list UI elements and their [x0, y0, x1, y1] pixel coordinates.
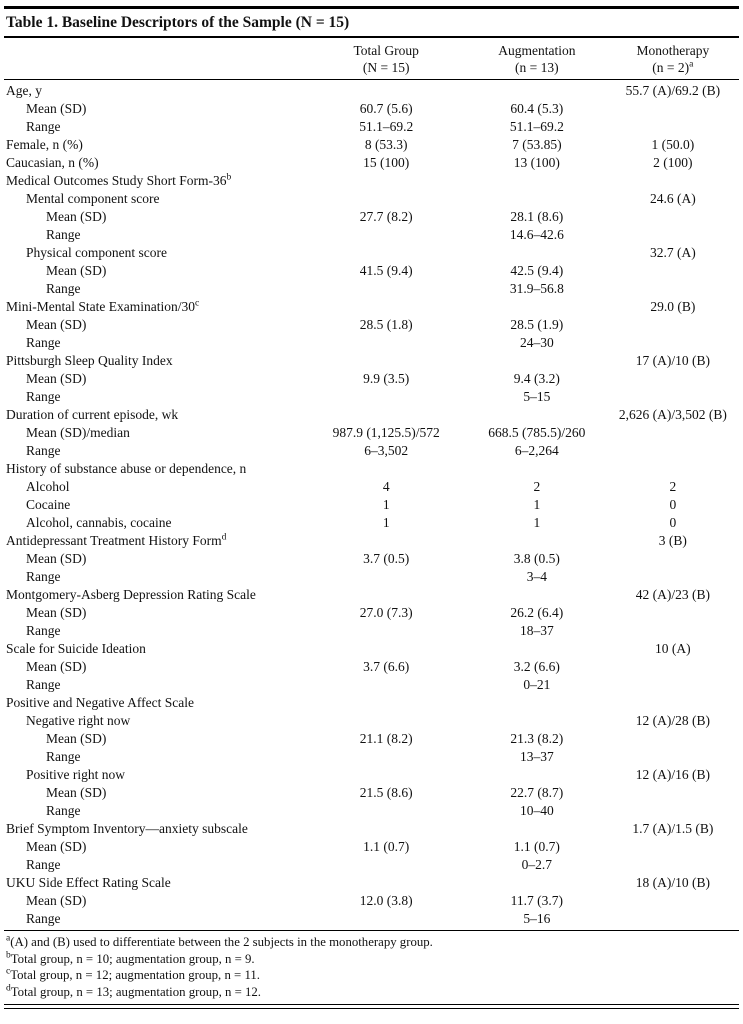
- row-value: 21.1 (8.2): [359, 731, 413, 746]
- row-value: 27.0 (7.3): [359, 605, 413, 620]
- row-value: [607, 676, 739, 694]
- row-value: 3.7 (6.6): [363, 659, 410, 674]
- row-label: Female, n (%): [6, 137, 83, 152]
- row-value: [467, 640, 607, 658]
- row-value: [305, 694, 467, 712]
- row-label: Mean (SD): [26, 659, 87, 674]
- table-row: [4, 244, 739, 262]
- row-value: 1: [533, 497, 541, 512]
- table-row: [4, 424, 739, 442]
- col-header-line1: Total Group: [353, 43, 419, 58]
- row-value: [305, 244, 467, 262]
- row-value: 1.1 (0.7): [513, 839, 560, 854]
- row-value: [305, 766, 467, 784]
- row-value: [467, 298, 607, 316]
- row-label: Brief Symptom Inventory—anxiety subscale: [6, 821, 248, 836]
- table-row: [4, 514, 739, 532]
- row-value: 26.2 (6.4): [510, 605, 564, 620]
- table-row: [4, 784, 739, 802]
- row-label: Range: [26, 911, 61, 926]
- row-value: [607, 316, 739, 334]
- table-header: [4, 38, 739, 80]
- row-value: [467, 190, 607, 208]
- col-header-line2: (N = 15): [362, 60, 410, 75]
- row-value: [467, 712, 607, 730]
- row-label: History of substance abuse or dependence, n: [6, 461, 247, 476]
- table-row: [4, 748, 739, 766]
- row-value: [305, 802, 467, 820]
- row-label: Alcohol, cannabis, cocaine: [26, 515, 172, 530]
- row-value: [305, 460, 467, 478]
- col-header-line2: (n = 2)$^a$: [652, 59, 694, 75]
- row-label: Mean (SD): [26, 371, 87, 386]
- row-label: Range: [26, 677, 61, 692]
- table-row: [4, 496, 739, 514]
- row-value: [467, 352, 607, 370]
- col-header-line1: Augmentation: [498, 43, 576, 58]
- row-value: [607, 334, 739, 352]
- row-value: 32.7 (A): [649, 245, 696, 260]
- row-value: 28.5 (1.9): [510, 317, 564, 332]
- row-value: [305, 334, 467, 352]
- row-value: 10 (A): [655, 641, 691, 656]
- row-value: 0: [669, 515, 677, 530]
- table-row: [4, 820, 739, 838]
- row-value: 2 (100): [653, 155, 693, 170]
- table-row: [4, 622, 739, 640]
- row-label: Mini-Mental State Examination/30$^c$: [6, 298, 200, 314]
- row-label: Physical component score: [26, 245, 167, 260]
- row-label: Cocaine: [26, 497, 71, 512]
- row-value: [607, 226, 739, 244]
- row-label: UKU Side Effect Rating Scale: [6, 875, 171, 890]
- row-value: 21.3 (8.2): [510, 731, 564, 746]
- row-value: 11.7 (3.7): [510, 893, 564, 908]
- row-value: [305, 226, 467, 244]
- row-value: [607, 748, 739, 766]
- row-label: Mean (SD): [26, 839, 87, 854]
- table-row: [4, 442, 739, 460]
- row-label: Positive and Negative Affect Scale: [6, 695, 194, 710]
- row-value: [607, 424, 739, 442]
- row-value: [305, 586, 467, 604]
- row-value: 3–4: [526, 569, 547, 584]
- row-label: Pittsburgh Sleep Quality Index: [6, 353, 173, 368]
- row-value: [305, 80, 467, 101]
- row-label: Mean (SD): [46, 263, 107, 278]
- row-value: [607, 388, 739, 406]
- row-label: Mean (SD): [46, 785, 107, 800]
- row-value: 12 (A)/28 (B): [635, 713, 710, 728]
- row-value: 17 (A)/10 (B): [635, 353, 710, 368]
- row-value: 18–37: [519, 623, 554, 638]
- table-row: [4, 136, 739, 154]
- row-value: 0: [669, 497, 677, 512]
- table-row: [4, 352, 739, 370]
- row-label: Medical Outcomes Study Short Form-36$^b$: [6, 172, 232, 188]
- row-value: 24–30: [519, 335, 554, 350]
- row-value: [607, 100, 739, 118]
- baseline-descriptors-table: [4, 38, 739, 928]
- row-label: Range: [26, 119, 61, 134]
- footnote-marker: c: [194, 298, 200, 309]
- row-label: Mean (SD): [26, 317, 87, 332]
- table-row: [4, 892, 739, 910]
- row-value: 60.7 (5.6): [359, 101, 413, 116]
- table-row: [4, 640, 739, 658]
- row-value: [467, 532, 607, 550]
- row-value: 3 (B): [658, 533, 687, 548]
- row-label: Range: [26, 857, 61, 872]
- row-label: Range: [26, 569, 61, 584]
- footnote: $^b$Total group, n = 10; augmentation group, n = 9.: [6, 950, 255, 966]
- row-value: 1: [382, 497, 390, 512]
- row-value: 13 (100): [513, 155, 560, 170]
- row-value: 27.7 (8.2): [359, 209, 413, 224]
- row-label: Mean (SD): [26, 551, 87, 566]
- row-label: Mean (SD): [46, 731, 107, 746]
- row-label: Range: [26, 335, 61, 350]
- row-label: Montgomery-Asberg Depression Rating Scale: [6, 587, 256, 602]
- row-value: [467, 820, 607, 838]
- table-title: Table 1. Baseline Descriptors of the Sample (N = 15): [4, 9, 739, 38]
- footnote: $^c$Total group, n = 12; augmentation group, n = 11.: [6, 966, 260, 982]
- table-row: [4, 532, 739, 550]
- row-value: 2: [533, 479, 541, 494]
- row-value: [607, 622, 739, 640]
- table-row: [4, 604, 739, 622]
- row-value: [305, 568, 467, 586]
- row-value: 42 (A)/23 (B): [635, 587, 710, 602]
- row-value: 0–21: [523, 677, 551, 692]
- footnote-marker: b: [6, 950, 11, 961]
- table-row: [4, 478, 739, 496]
- footnote-marker: c: [6, 966, 11, 977]
- table-row: [4, 550, 739, 568]
- row-value: 31.9–56.8: [509, 281, 564, 296]
- row-value: 21.5 (8.6): [359, 785, 413, 800]
- row-label: Age, y: [6, 83, 42, 98]
- row-value: 1: [382, 515, 390, 530]
- row-value: [467, 874, 607, 892]
- row-value: 41.5 (9.4): [359, 263, 413, 278]
- footnote-marker: d: [221, 532, 227, 543]
- row-value: 2,626 (A)/3,502 (B): [618, 407, 727, 422]
- row-label: Range: [26, 443, 61, 458]
- row-value: 28.5 (1.8): [359, 317, 413, 332]
- row-value: 29.0 (B): [650, 299, 696, 314]
- row-value: [607, 460, 739, 478]
- row-value: [305, 172, 467, 190]
- footnote: $^d$Total group, n = 13; augmentation group, n = 12.: [6, 983, 261, 999]
- col-header-augmentation: [467, 38, 607, 80]
- row-value: 12.0 (3.8): [359, 893, 413, 908]
- row-value: [607, 604, 739, 622]
- row-label: Mean (SD)/median: [26, 425, 130, 440]
- row-value: [607, 118, 739, 136]
- table-row: [4, 388, 739, 406]
- row-label: Range: [46, 803, 81, 818]
- row-value: [607, 550, 739, 568]
- row-value: [607, 856, 739, 874]
- row-value: [607, 568, 739, 586]
- row-label: Scale for Suicide Ideation: [6, 641, 146, 656]
- row-value: 3.7 (0.5): [363, 551, 410, 566]
- row-value: 1.1 (0.7): [363, 839, 410, 854]
- row-value: 2: [669, 479, 677, 494]
- row-value: [467, 586, 607, 604]
- row-value: [305, 622, 467, 640]
- row-value: 4: [382, 479, 390, 494]
- row-label: Range: [46, 749, 81, 764]
- row-value: 668.5 (785.5)/260: [488, 425, 586, 440]
- row-value: 14.6–42.6: [509, 227, 564, 242]
- table-row: [4, 568, 739, 586]
- label-column-header: [4, 38, 305, 80]
- col-header-monotherapy: [607, 38, 739, 80]
- table-row: [4, 118, 739, 136]
- row-value: [467, 172, 607, 190]
- table-row: [4, 298, 739, 316]
- row-value: [305, 406, 467, 424]
- table-row: [4, 586, 739, 604]
- row-value: [607, 802, 739, 820]
- row-value: [607, 694, 739, 712]
- row-value: 24.6 (A): [649, 191, 696, 206]
- row-value: 51.1–69.2: [359, 119, 414, 134]
- row-value: 55.7 (A)/69.2 (B): [625, 83, 721, 98]
- row-value: [607, 784, 739, 802]
- row-value: [305, 874, 467, 892]
- table-row: [4, 712, 739, 730]
- row-value: 987.9 (1,125.5)/572: [332, 425, 440, 440]
- table-row: [4, 406, 739, 424]
- row-value: 10–40: [519, 803, 554, 818]
- row-value: 12 (A)/16 (B): [635, 767, 710, 782]
- footnote-marker: a: [6, 933, 11, 944]
- row-value: [305, 712, 467, 730]
- row-value: [305, 820, 467, 838]
- table-row: [4, 262, 739, 280]
- row-value: 13–37: [519, 749, 554, 764]
- row-value: 9.4 (3.2): [513, 371, 560, 386]
- table-row: [4, 100, 739, 118]
- table-row: [4, 172, 739, 190]
- row-label: Alcohol: [26, 479, 70, 494]
- bottom-rule: [4, 1008, 739, 1009]
- row-value: [467, 766, 607, 784]
- row-value: [467, 244, 607, 262]
- table-row: [4, 460, 739, 478]
- table-row: [4, 316, 739, 334]
- row-value: [305, 298, 467, 316]
- row-value: 9.9 (3.5): [363, 371, 410, 386]
- table-row: [4, 874, 739, 892]
- table-row: [4, 280, 739, 298]
- row-value: [305, 640, 467, 658]
- footnote-marker: b: [226, 172, 232, 183]
- row-value: [607, 172, 739, 190]
- row-value: 15 (100): [363, 155, 410, 170]
- table-row: [4, 802, 739, 820]
- table-row: [4, 694, 739, 712]
- row-label: Mean (SD): [26, 101, 87, 116]
- row-value: 5–15: [523, 389, 551, 404]
- row-value: 22.7 (8.7): [510, 785, 564, 800]
- table-row: [4, 766, 739, 784]
- footnote-marker: d: [6, 983, 11, 994]
- table-row: [4, 190, 739, 208]
- row-value: [607, 910, 739, 928]
- row-value: [305, 388, 467, 406]
- col-header-total-group: [305, 38, 467, 80]
- row-label: Range: [46, 227, 81, 242]
- table-body: [4, 80, 739, 929]
- row-value: [607, 730, 739, 748]
- row-label: Caucasian, n (%): [6, 155, 99, 170]
- row-value: [607, 442, 739, 460]
- table-row: [4, 856, 739, 874]
- row-value: [305, 856, 467, 874]
- table-row: [4, 370, 739, 388]
- footnote: $^a$(A) and (B) used to differentiate between the 2 subjects in the monotherapy group.: [6, 933, 433, 949]
- table-row: [4, 334, 739, 352]
- table-row: [4, 730, 739, 748]
- row-value: 7 (53.85): [512, 137, 562, 152]
- row-value: [305, 532, 467, 550]
- row-label: Duration of current episode, wk: [6, 407, 179, 422]
- row-value: [467, 460, 607, 478]
- row-value: [607, 892, 739, 910]
- row-value: [467, 694, 607, 712]
- row-value: 42.5 (9.4): [510, 263, 564, 278]
- row-value: [607, 262, 739, 280]
- row-value: [305, 190, 467, 208]
- row-label: Range: [26, 389, 61, 404]
- table-row: [4, 676, 739, 694]
- row-value: 1.7 (A)/1.5 (B): [632, 821, 714, 836]
- row-label: Mental component score: [26, 191, 160, 206]
- row-value: [467, 80, 607, 101]
- row-value: 6–3,502: [364, 443, 409, 458]
- row-label: Antidepressant Treatment History Form$^d$: [6, 532, 227, 548]
- table-row: [4, 838, 739, 856]
- row-value: 5–16: [523, 911, 551, 926]
- row-label: Mean (SD): [26, 605, 87, 620]
- col-header-line2: (n = 13): [515, 60, 559, 75]
- row-value: 0–2.7: [521, 857, 553, 872]
- row-value: 51.1–69.2: [509, 119, 564, 134]
- row-label: Mean (SD): [26, 893, 87, 908]
- table-row: [4, 80, 739, 101]
- row-label: Range: [26, 623, 61, 638]
- row-label: Mean (SD): [46, 209, 107, 224]
- row-label: Range: [46, 281, 81, 296]
- row-value: [305, 676, 467, 694]
- row-value: [305, 280, 467, 298]
- table-row: [4, 208, 739, 226]
- row-value: [607, 280, 739, 298]
- row-value: 60.4 (5.3): [510, 101, 564, 116]
- row-value: [305, 910, 467, 928]
- footnote-marker: a: [689, 59, 694, 70]
- row-value: [607, 838, 739, 856]
- row-value: 3.8 (0.5): [513, 551, 560, 566]
- row-value: [305, 352, 467, 370]
- row-value: 3.2 (6.6): [513, 659, 560, 674]
- table-row: [4, 154, 739, 172]
- row-value: [607, 208, 739, 226]
- col-header-line1: Monotherapy: [636, 43, 710, 58]
- row-value: 1 (50.0): [651, 137, 695, 152]
- row-label: Positive right now: [26, 767, 126, 782]
- row-value: [607, 658, 739, 676]
- row-value: 1: [533, 515, 541, 530]
- row-value: 6–2,264: [514, 443, 559, 458]
- row-value: [305, 748, 467, 766]
- table-row: [4, 658, 739, 676]
- row-label: Negative right now: [26, 713, 131, 728]
- row-value: [467, 406, 607, 424]
- row-value: 18 (A)/10 (B): [635, 875, 710, 890]
- table-row: [4, 910, 739, 928]
- row-value: 28.1 (8.6): [510, 209, 564, 224]
- row-value: 8 (53.3): [364, 137, 408, 152]
- footnotes: [4, 931, 739, 1005]
- table-row: [4, 226, 739, 244]
- row-value: [607, 370, 739, 388]
